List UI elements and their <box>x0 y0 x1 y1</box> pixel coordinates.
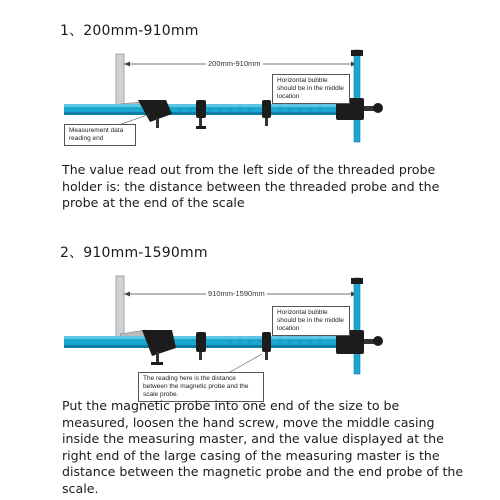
probe-holder-screw <box>156 352 159 362</box>
scale-bar-highlight <box>64 104 364 107</box>
clamp-1-screw <box>199 118 202 126</box>
section2-bubble-callout: Horizontal bubble should be in the middle location <box>272 306 350 336</box>
clamp-1 <box>196 332 206 352</box>
clamp-2 <box>262 100 271 118</box>
scale-bar-highlight <box>64 336 364 339</box>
section2-heading: 2、910mm-1590mm <box>60 245 208 261</box>
end-knob <box>373 103 383 113</box>
section2-description: Put the magnetic probe into one end of the size to be measured, loosen the hand screw, move the middle casing inside the measuring master, and the value displayed at the right end of the large casing of the measuring master is the distance between the magnetic probe and the end probe of the scale. <box>62 398 464 496</box>
clamp-2-screw <box>265 352 268 360</box>
probe-holder-screw <box>156 118 159 128</box>
end-probe-rod <box>354 50 360 142</box>
section1-dimension-label: 200mm-910mm <box>208 59 261 68</box>
section2-diagram <box>0 268 500 396</box>
probe-holder-knob <box>151 362 163 365</box>
clamp-1-screw <box>199 352 202 360</box>
section1-description: The value read out from the left side of the threaded probe holder is: the distance between the threaded probe and the probe at the end of the scale <box>62 162 440 210</box>
section1-bubble-callout: Horizontal bubble should be in the middle location <box>272 74 350 104</box>
scale-bar-shadow <box>64 345 364 348</box>
end-probe-cap <box>351 50 363 56</box>
clamp-1 <box>196 100 206 118</box>
reading-leader <box>230 354 262 372</box>
section2-reading-callout: The reading here is the distance between the magnetic probe and the scale probe. <box>138 372 264 402</box>
clamp-2-screw <box>265 118 268 126</box>
end-probe-cap <box>351 278 363 284</box>
end-probe-rod <box>354 278 360 374</box>
dimension-arrow-left <box>124 292 130 297</box>
section1-reading-callout: Measurement data reading end <box>64 124 136 146</box>
clamp-1-knob <box>196 126 206 129</box>
section2-dimension-label: 910mm-1590mm <box>208 289 265 298</box>
section1-diagram <box>0 42 500 152</box>
scale-bar-shadow <box>64 112 364 115</box>
section1-heading: 1、200mm-910mm <box>60 23 199 39</box>
clamp-2 <box>262 332 271 352</box>
end-knob <box>373 336 383 346</box>
dimension-arrow-left <box>124 62 130 67</box>
